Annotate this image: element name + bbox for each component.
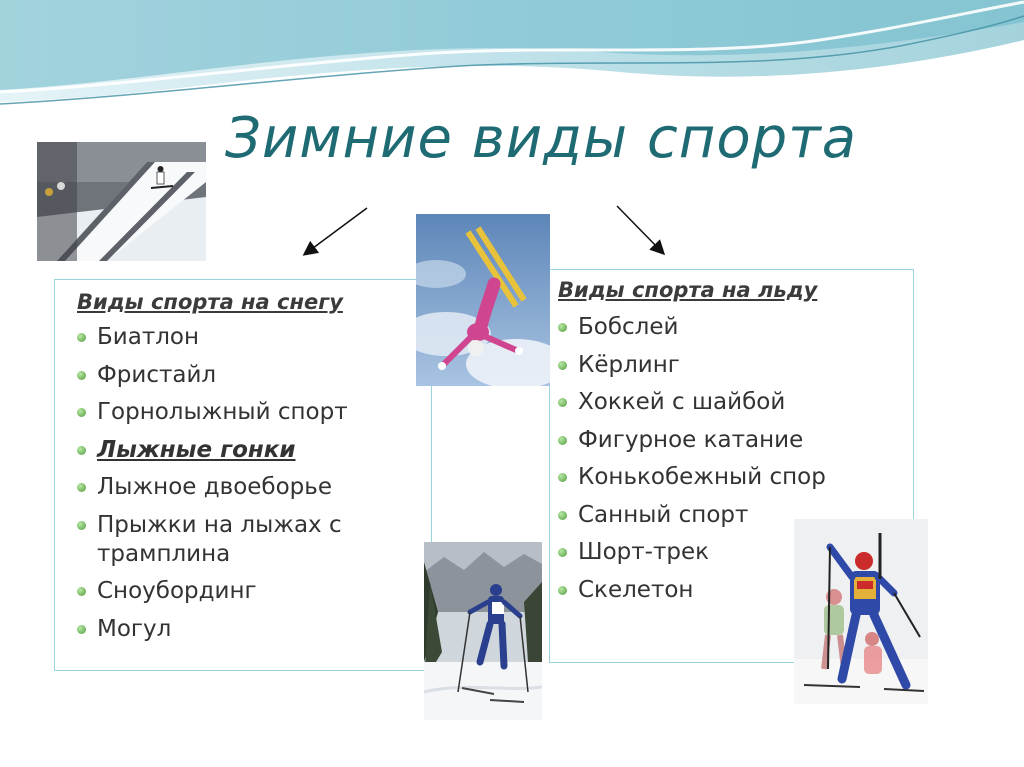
header-wave-decoration <box>0 0 1024 120</box>
bullet-icon <box>558 323 567 332</box>
ice-item-label: Шорт-трек <box>578 539 710 565</box>
bullet-icon <box>558 586 567 595</box>
bullet-icon <box>77 587 86 596</box>
snow-sports-heading: Виды спорта на снегу <box>77 290 343 314</box>
bullet-icon <box>558 436 567 445</box>
ice-item <box>556 351 886 380</box>
bullet-icon <box>77 408 86 417</box>
ice-item-label: Хоккей с шайбой <box>578 389 786 415</box>
snow-item <box>75 511 405 569</box>
bullet-icon <box>558 473 567 482</box>
snow-item-label: Биатлон <box>97 324 200 350</box>
snow-item-label: Лыжное двоеборье <box>97 474 332 500</box>
snow-item-label: Прыжки на лыжах с трамплина <box>97 511 342 567</box>
snow-item <box>75 615 405 644</box>
snow-item <box>75 473 405 502</box>
ice-item-label: Конькобежный спор <box>578 464 826 490</box>
bullet-icon <box>558 398 567 407</box>
cross-country-photo <box>424 542 542 720</box>
ice-item-label: Скелетон <box>578 576 694 603</box>
ice-item <box>556 388 886 417</box>
bullet-icon <box>77 521 86 530</box>
bullet-icon <box>558 548 567 557</box>
ice-item-label: Фигурное катание <box>578 426 804 453</box>
snow-item-label: Лыжные гонки <box>97 436 296 463</box>
snow-item-label: Фристайл <box>97 361 217 388</box>
snow-item-label: Горнолыжный спорт <box>97 399 348 425</box>
bullet-icon <box>77 625 86 634</box>
snow-item <box>75 323 405 352</box>
snow-sports-list <box>75 323 405 652</box>
bullet-icon <box>558 511 567 520</box>
snow-item <box>75 577 405 606</box>
ice-item-label: Бобслей <box>578 314 679 340</box>
freestyle-photo <box>416 214 550 386</box>
snow-item <box>75 398 405 427</box>
ice-item-label: Кёрлинг <box>578 351 680 378</box>
snow-sports-box <box>54 279 432 671</box>
snow-item-label: Сноубординг <box>97 578 257 604</box>
ice-item <box>556 313 886 342</box>
snow-item <box>75 361 405 390</box>
bullet-icon <box>77 371 86 380</box>
bullet-icon <box>558 361 567 370</box>
ski-jump-photo <box>37 142 206 261</box>
slide-title: Зимние виды спорта <box>225 106 858 171</box>
arrow-to-ice-sports <box>617 206 663 253</box>
biathlon-photo <box>794 519 928 704</box>
ice-item <box>556 426 886 455</box>
snow-item-label: Могул <box>97 615 172 642</box>
arrow-to-snow-sports <box>305 208 367 254</box>
ice-sports-heading: Виды спорта на льду <box>558 278 818 302</box>
bullet-icon <box>77 446 86 455</box>
bullet-icon <box>77 483 86 492</box>
snow-item <box>75 436 405 465</box>
ice-item-label: Санный спорт <box>578 501 749 528</box>
bullet-icon <box>77 333 86 342</box>
ice-item <box>556 463 886 492</box>
